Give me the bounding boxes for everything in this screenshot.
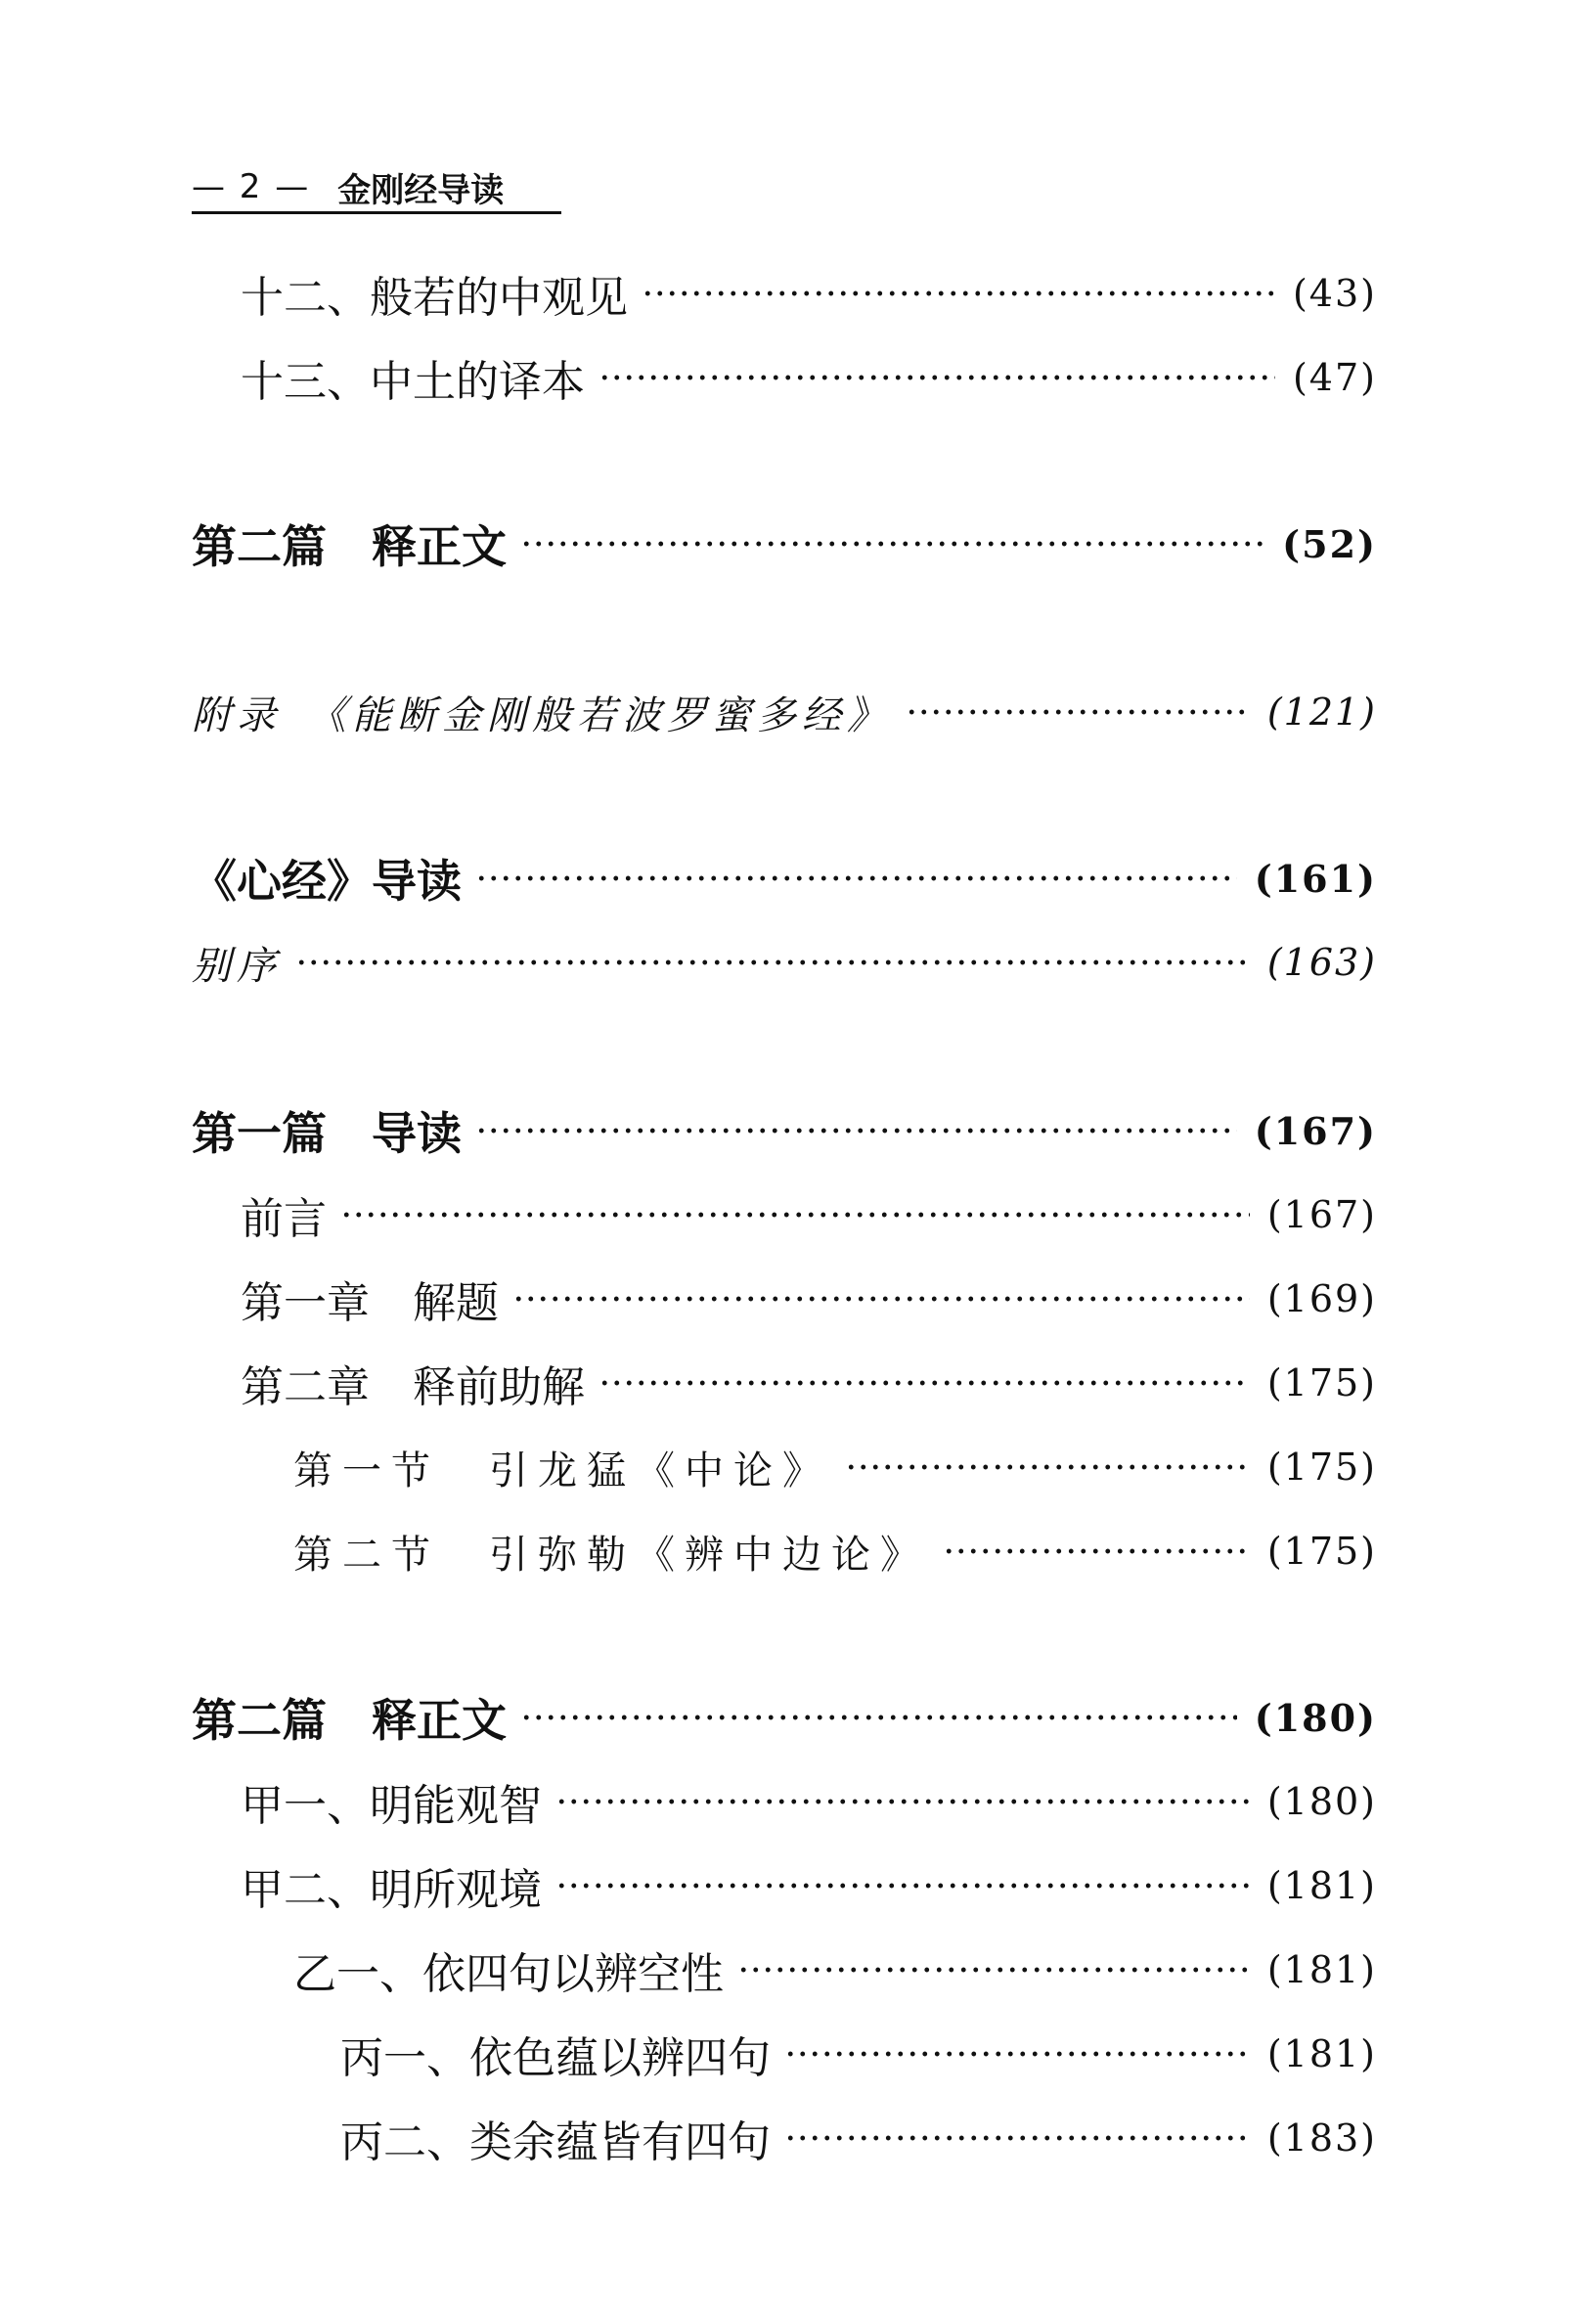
leader-dots: [943, 1547, 1250, 1555]
toc-entry-title: 第一篇 导读: [192, 1107, 462, 1160]
toc-entry-page: (180): [1266, 1780, 1377, 1823]
toc-entry-title: 附录 《能断金刚般若波罗蜜多经》: [192, 692, 892, 738]
toc-entry-page: (167): [1254, 1108, 1377, 1153]
toc-entry-page: (161): [1254, 856, 1377, 901]
toc-entry-title: 第一节 引龙猛《中论》: [293, 1448, 831, 1493]
toc-entry[interactable]: [340, 2025, 1377, 2083]
toc-entry-title: 《心经》导读: [192, 855, 462, 908]
leader-dots: [555, 1798, 1250, 1805]
leader-dots: [737, 1966, 1250, 1974]
running-header: [192, 162, 561, 214]
toc-entry-title: 别序: [192, 943, 282, 989]
leader-dots: [340, 1211, 1250, 1219]
page-number: — 2 —: [192, 167, 311, 206]
book-title: 金刚经导读: [337, 170, 505, 210]
toc-entry-title: 十三、中土的译本: [241, 357, 585, 407]
toc-entry-title: 甲二、明所观境: [241, 1865, 542, 1915]
toc-entry[interactable]: [192, 1101, 1377, 1160]
leader-dots: [784, 2050, 1250, 2058]
toc-entry-page: (175): [1266, 1361, 1377, 1404]
toc-entry[interactable]: [192, 1688, 1377, 1747]
toc-entry-page: (169): [1266, 1277, 1377, 1320]
leader-dots: [555, 1882, 1250, 1890]
leader-dots: [784, 2134, 1250, 2142]
toc-entry[interactable]: [192, 849, 1377, 908]
toc-entry[interactable]: [293, 1438, 1377, 1496]
toc-entry-page: (163): [1266, 941, 1377, 984]
toc-entry[interactable]: [340, 2109, 1377, 2167]
leader-dots: [520, 540, 1264, 548]
leader-dots: [512, 1295, 1250, 1303]
toc-entry-title: 第二篇 释正文: [192, 1694, 507, 1747]
toc-entry-page: (181): [1266, 1864, 1377, 1907]
toc-entry[interactable]: [192, 933, 1377, 992]
toc-entry-title: 第一章 解题: [241, 1278, 499, 1328]
toc-entry[interactable]: [293, 1522, 1377, 1581]
toc-entry-title: 第二章 释前助解: [241, 1362, 585, 1412]
toc-entry-title: 第二篇 释正文: [192, 520, 507, 573]
toc-entry[interactable]: [192, 514, 1377, 573]
toc-entry-page: (167): [1266, 1193, 1377, 1236]
toc-entry-title: 前言: [241, 1194, 327, 1244]
toc-entry-page: (175): [1266, 1446, 1377, 1489]
leader-dots: [598, 1379, 1250, 1387]
toc-entry-page: (43): [1292, 272, 1377, 315]
toc-entry[interactable]: [241, 348, 1377, 407]
toc-entry-page: (175): [1266, 1530, 1377, 1573]
toc-entry[interactable]: [293, 1940, 1377, 1999]
toc-entry-page: (121): [1266, 690, 1377, 734]
toc-entry-title: 乙一、依四句以辨空性: [293, 1949, 724, 1999]
leader-dots: [295, 958, 1250, 966]
leader-dots: [475, 1127, 1237, 1135]
toc-entry-page: (52): [1282, 521, 1377, 566]
toc-entry-page: (181): [1266, 1948, 1377, 1991]
toc-entry[interactable]: [241, 1772, 1377, 1831]
toc-entry-title: 十二、般若的中观见: [241, 273, 628, 323]
leader-dots: [598, 374, 1275, 381]
leader-dots: [906, 708, 1250, 716]
leader-dots: [642, 290, 1275, 297]
toc-entry[interactable]: [241, 1185, 1377, 1244]
toc-entry[interactable]: [241, 1856, 1377, 1915]
toc-entry-page: (181): [1266, 2032, 1377, 2075]
toc-entry[interactable]: [192, 683, 1377, 741]
toc-entry-title: 甲一、明能观智: [241, 1781, 542, 1831]
toc-entry-page: (183): [1266, 2116, 1377, 2160]
toc-entry-page: (47): [1292, 356, 1377, 399]
toc-entry-title: 第二节 引弥勒《辨中边论》: [293, 1532, 929, 1578]
toc-entry-title: 丙二、类余蕴皆有四句: [340, 2117, 771, 2167]
toc-entry[interactable]: [241, 1269, 1377, 1328]
leader-dots: [475, 874, 1237, 882]
leader-dots: [845, 1463, 1250, 1471]
leader-dots: [520, 1714, 1237, 1721]
toc-entry-page: (180): [1254, 1695, 1377, 1740]
toc-entry[interactable]: [241, 1354, 1377, 1412]
toc-entry[interactable]: [241, 264, 1377, 323]
toc-entry-title: 丙一、依色蕴以辨四句: [340, 2033, 771, 2083]
